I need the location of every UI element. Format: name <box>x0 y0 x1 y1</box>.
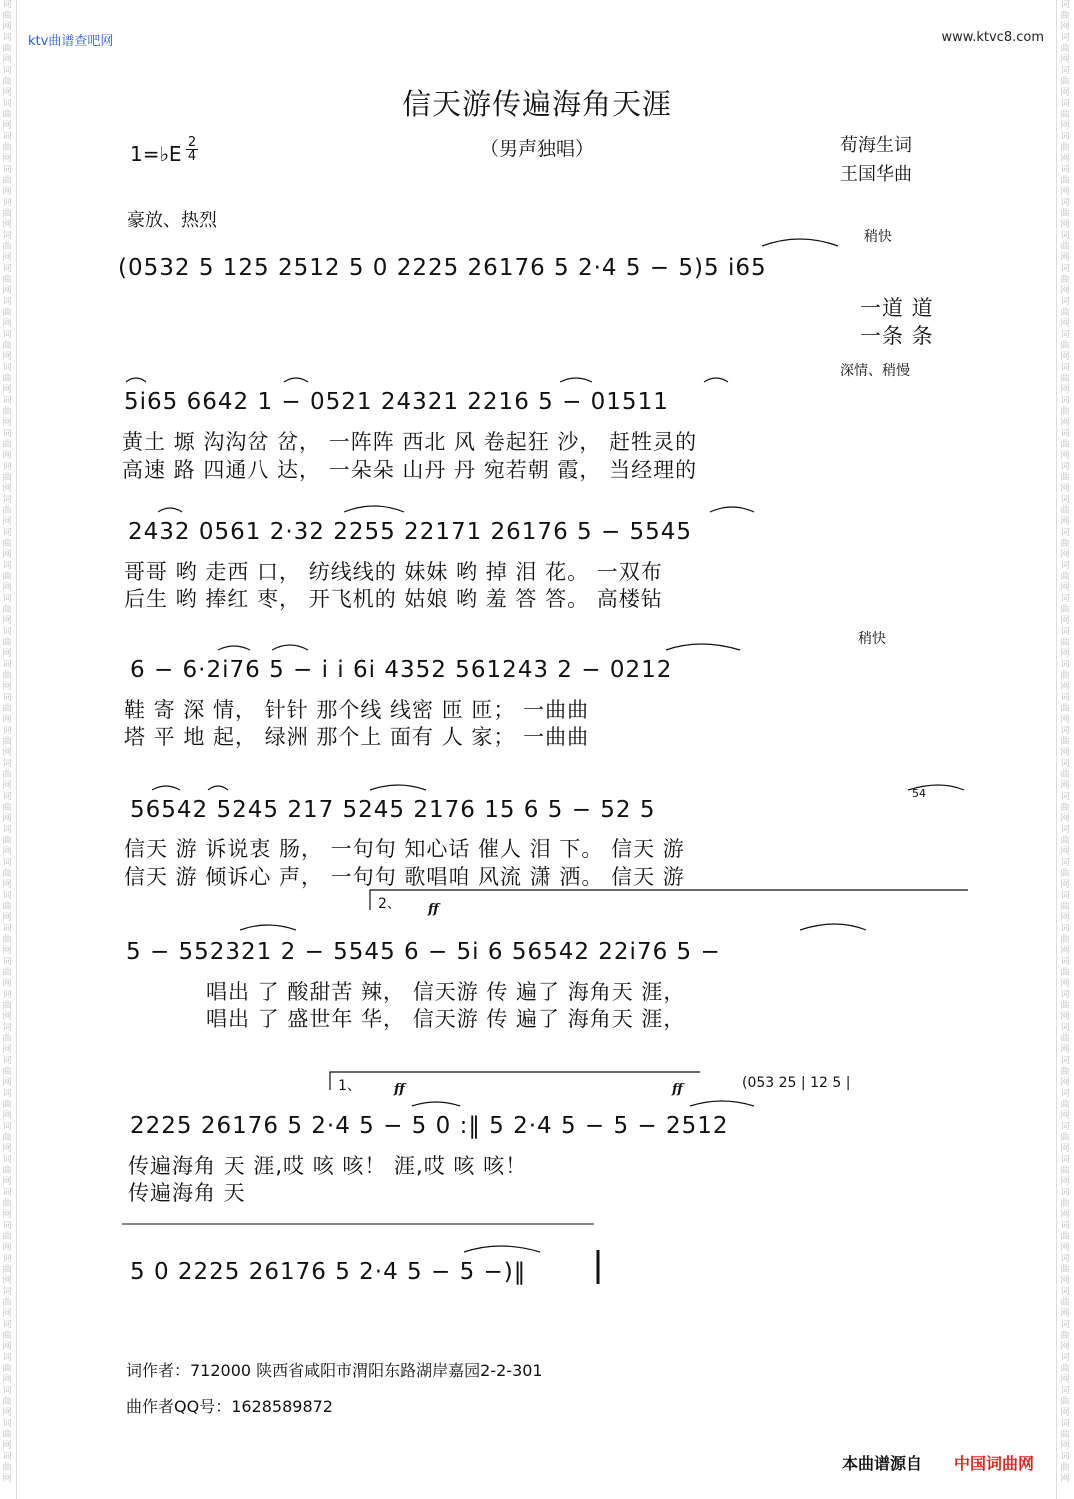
notation-row-5: 56542 5245 217 5245 2176 15 6 5 − 52 5 <box>130 797 656 823</box>
lyric-row-6-verse-1: 唱出 了 酸甜苦 辣， 信天游 传 遍了 海角天 涯， <box>206 980 686 1004</box>
slur-row1 <box>762 239 838 246</box>
volta-1-label: 1、 <box>338 1078 361 1094</box>
composer: 王国华曲 <box>840 164 912 185</box>
lyricist: 荀海生词 <box>840 135 912 156</box>
slur-row6b <box>800 924 866 930</box>
slur-row2d <box>704 378 728 382</box>
lyric-row-4-verse-2: 塔 平 地 起， 绿洲 那个上 面有 人 家； 一曲曲 <box>124 725 590 749</box>
right-watermark: 词曲网词曲网词曲网词曲网词曲网词曲网词曲网词曲网词曲网词曲网词曲网词曲网词曲网词曲网词曲网词曲网词曲网词曲网词曲网词曲网词曲网词曲网词曲网词曲网词曲网词曲网词曲网词曲网词曲网词曲网词曲网词曲网词曲网词曲网词曲网词曲网词曲网词曲网词曲网词曲网词曲网词曲网词曲网词曲网词曲网 <box>1060 0 1070 1484</box>
lyric-row-4-verse-1: 鞋 寄 深 情， 针针 那个线 线密 匝 匝； 一曲曲 <box>124 698 590 722</box>
volta-bracket-2 <box>370 890 968 910</box>
lyric-row-3-verse-1: 哥哥 哟 走西 口， 纺线线的 妹妹 哟 掉 泪 花。 一双布 <box>124 560 663 584</box>
slur-row2a <box>126 378 146 382</box>
slur-row3a <box>158 508 182 512</box>
composer-qq: 曲作者QQ号：1628589872 <box>126 1397 333 1416</box>
slur-row6a <box>240 925 296 930</box>
tempo-mark-faster-1: 稍快 <box>864 229 892 245</box>
notation-row-8: 5 0 2225 26176 5 2·4 5 − 5 −)‖ <box>130 1259 527 1285</box>
slur-row2b <box>284 378 308 382</box>
dynamic-ff-2: ff <box>394 1082 405 1097</box>
source-site-link[interactable]: 中国词曲网 <box>954 1454 1035 1473</box>
song-title: 信天游传遍海角天涯 <box>401 87 672 121</box>
slur-row5d <box>908 785 964 790</box>
dynamic-ff-1: ff <box>428 902 439 917</box>
volta-bracket-1 <box>330 1072 700 1090</box>
slur-row4c <box>666 644 740 650</box>
lyric-row-7-verse-1: 传遍海角 天 涯,哎 咳 咳！ 涯,哎 咳 咳！ <box>128 1154 528 1178</box>
slur-row4b <box>272 645 308 650</box>
lyric-row-7-verse-2: 传遍海角 天 <box>128 1181 246 1205</box>
small-notation-row-7: (053 25 | 12 5 | <box>742 1075 851 1091</box>
notation-row-4: 6 − 6·2i76 5 − i i 6i 4352 561243 2 − 0212 <box>130 657 673 683</box>
source-label: 本曲谱源自 <box>842 1454 923 1473</box>
slur-row5b <box>208 786 228 790</box>
tempo-mark-faster-2: 稍快 <box>858 631 886 647</box>
site-link-left[interactable]: ktv曲谱查吧网 <box>28 34 114 49</box>
tempo-mark-deep: 深情、稍慢 <box>840 363 910 379</box>
lyric-row-6-verse-2: 唱出 了 盛世年 华， 信天游 传 遍了 海角天 涯， <box>206 1007 686 1031</box>
key-signature: 1=♭E <box>130 142 182 166</box>
notation-row-3: 2432 0561 2·32 2255 22171 26176 5 − 5545 <box>128 519 693 545</box>
left-watermark: 词曲网词曲网词曲网词曲网词曲网词曲网词曲网词曲网词曲网词曲网词曲网词曲网词曲网词曲网词曲网词曲网词曲网词曲网词曲网词曲网词曲网词曲网词曲网词曲网词曲网词曲网词曲网词曲网词曲网词曲网词曲网词曲网词曲网词曲网词曲网词曲网词曲网词曲网词曲网词曲网词曲网词曲网词曲网词曲网词曲网 <box>2 0 12 1484</box>
slur-row4a <box>218 646 250 650</box>
lyric-row-2-verse-2: 高速 路 四通八 达， 一朵朵 山丹 丹 宛若朝 霞， 当经理的 <box>122 458 698 482</box>
lyric-row-1-verse-1: 一道 道 <box>860 296 934 320</box>
lyric-row-5-verse-1: 信天 游 诉说衷 肠， 一句句 知心话 催人 泪 下。 信天 游 <box>124 837 685 861</box>
notation-row-6: 5 − 552321 2 − 5545 6 − 5i 6 56542 22i76 5 − <box>126 939 721 965</box>
slur-row7a <box>412 1102 460 1106</box>
lyricist-address: 词作者：712000 陕西省咸阳市渭阳东路湖岸嘉园2-2-301 <box>126 1361 543 1380</box>
meter-bottom: 4 <box>187 149 197 164</box>
slur-row2c <box>560 378 592 382</box>
song-subtitle: （男声独唱） <box>479 138 594 160</box>
notation-row-1: (0532 5 125 2512 5 0 2225 26176 5 2·4 5 − 5)5 i65 <box>118 255 767 281</box>
meter-top: 2 <box>187 135 197 150</box>
slur-row5c <box>370 785 426 790</box>
slur-row8 <box>464 1246 540 1252</box>
dynamic-ff-3: ff <box>672 1082 683 1097</box>
slur-row7b <box>690 1101 754 1106</box>
lyric-row-2-verse-1: 黄土 塬 沟沟岔 岔， 一阵阵 西北 风 卷起狂 沙， 赶牲灵的 <box>122 430 698 454</box>
lyric-row-3-verse-2: 后生 哟 捧红 枣， 开飞机的 姑娘 哟 羞 答 答。 高楼钻 <box>124 587 663 611</box>
site-link-right[interactable]: www.ktvc8.com <box>941 30 1044 45</box>
notation-row-2: 5i65 6642 1 − 0521 24321 2216 5 − 01511 <box>124 389 669 415</box>
slur-row3b <box>344 506 404 512</box>
lyric-row-5-verse-2: 信天 游 倾诉心 声， 一句句 歌唱咱 风流 潇 洒。 信天 游 <box>124 865 685 889</box>
lyric-row-1-verse-2: 一条 条 <box>860 324 934 348</box>
slur-row5a <box>152 786 180 790</box>
grace-note: 54 <box>912 787 926 800</box>
style-marking: 豪放、热烈 <box>127 210 217 231</box>
slur-row3c <box>710 507 754 512</box>
volta-2-label: 2、 <box>378 896 401 912</box>
notation-row-7: 2225 26176 5 2·4 5 − 5 0 :‖ 5 2·4 5 − 5 − 2512 <box>130 1113 729 1139</box>
